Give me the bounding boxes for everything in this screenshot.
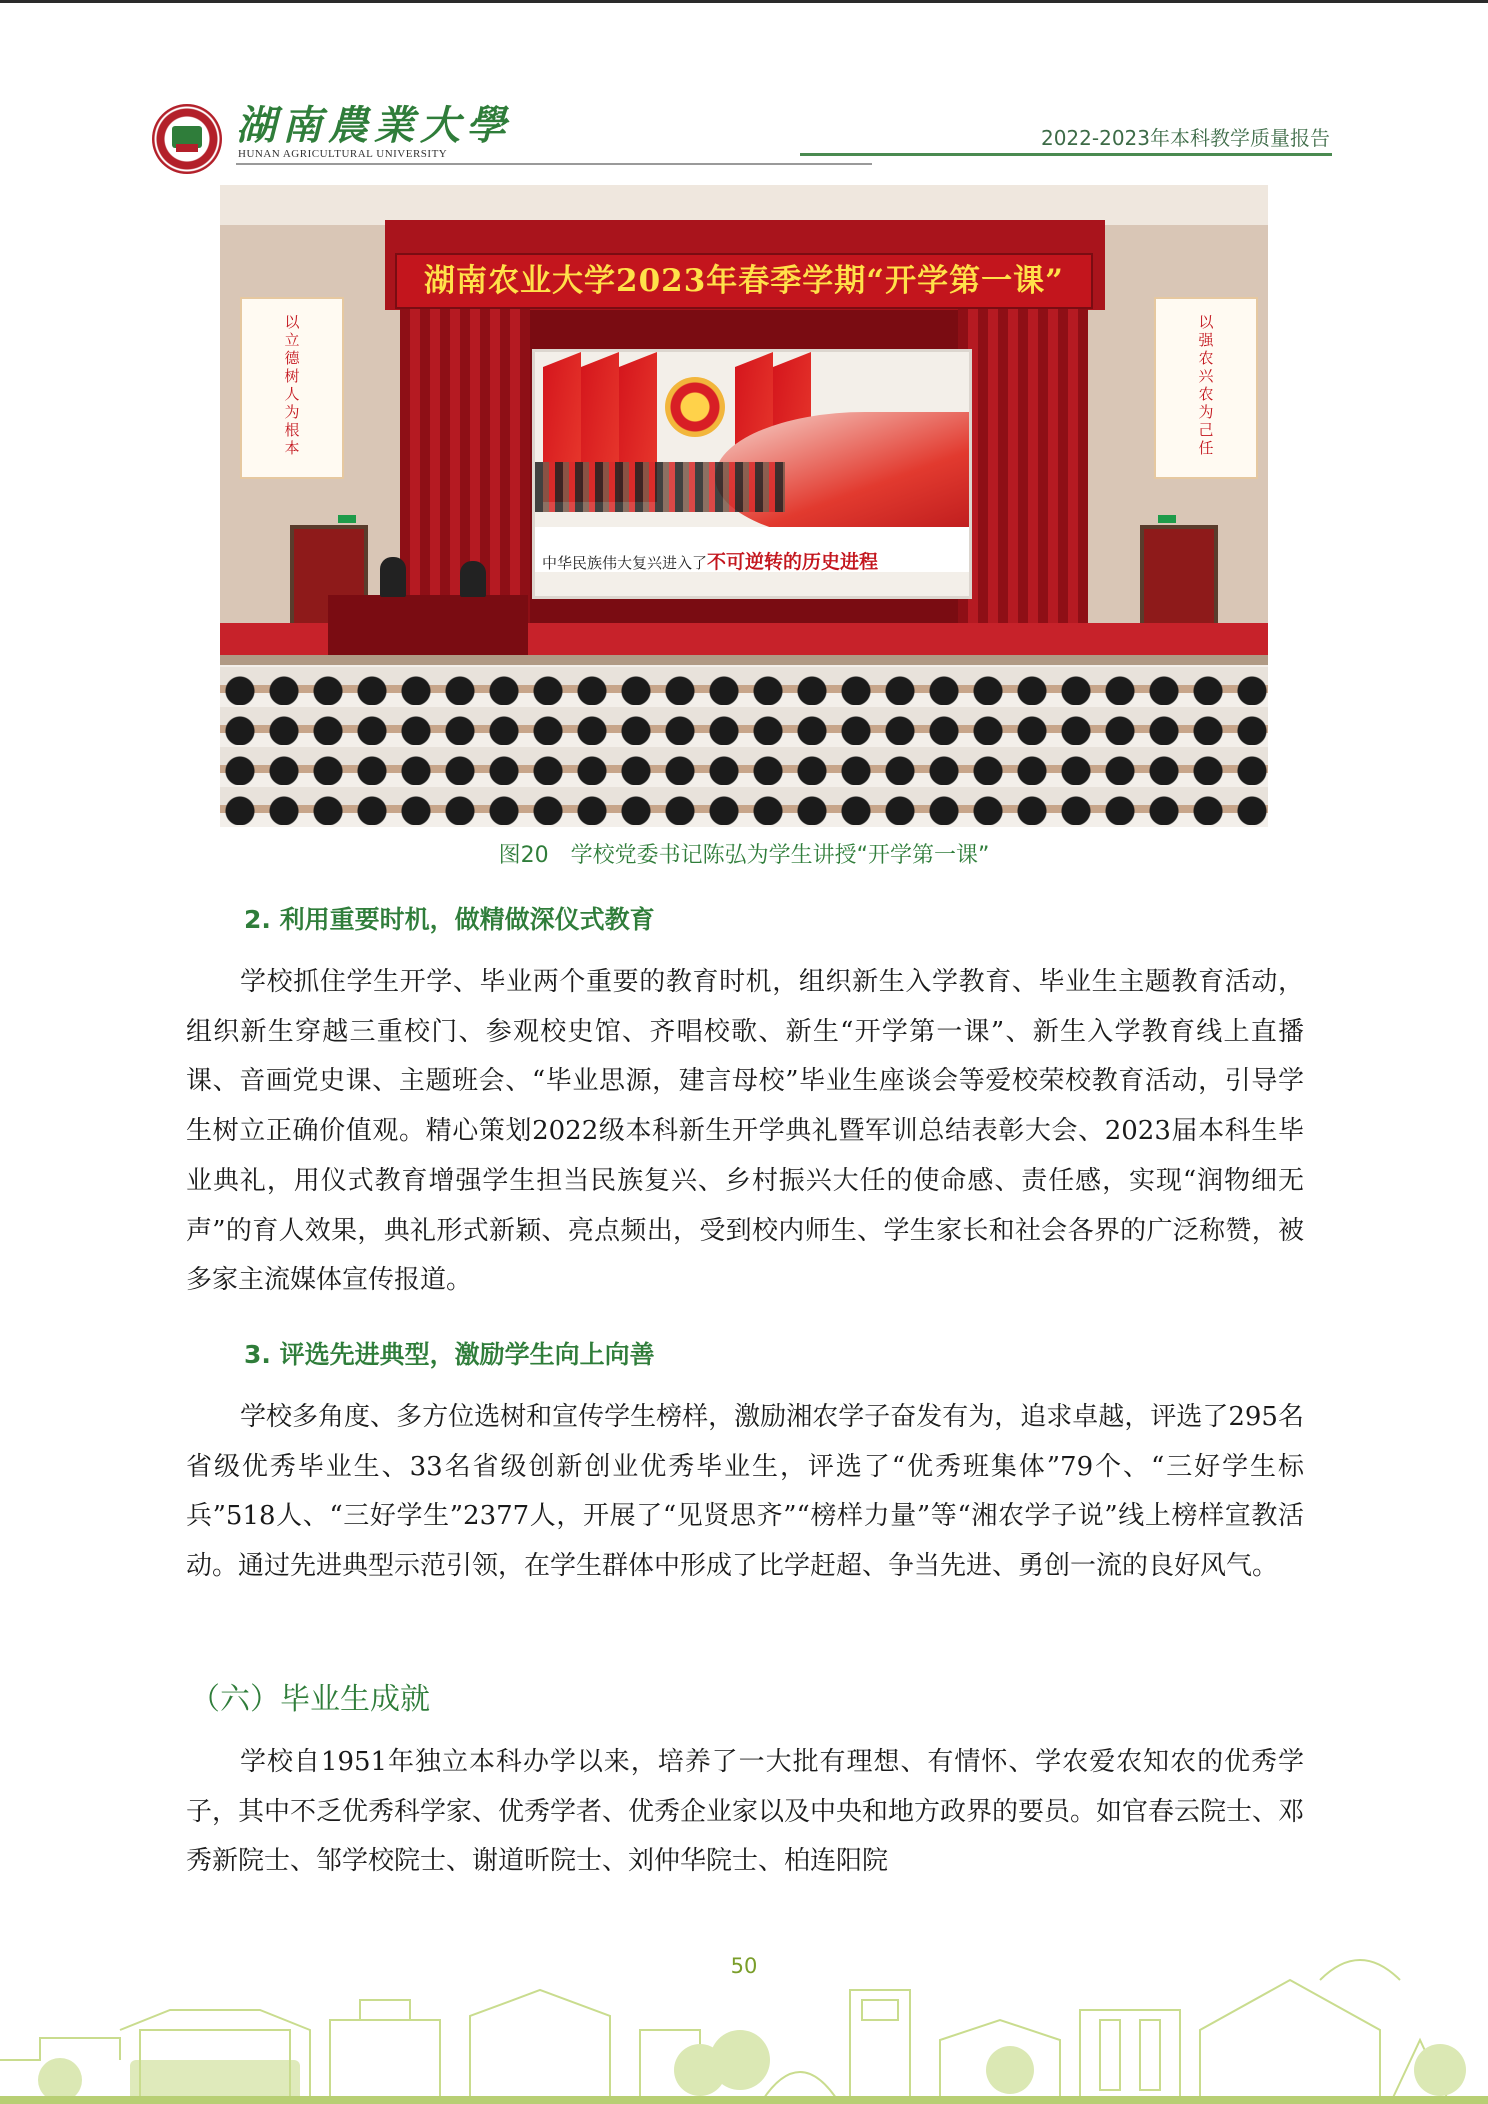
left-banner-text: 以立德树人为根本 bbox=[284, 313, 300, 457]
top-rule bbox=[0, 0, 1488, 3]
header-rule-green bbox=[800, 153, 1332, 156]
lecture-hall-photo bbox=[220, 185, 1268, 827]
photo-exit-sign bbox=[1158, 515, 1176, 523]
section-paragraph-3: 学校多角度、多方位选树和宣传学生榜样，激励湘农学子奋发有为，追求卓越，评选了295名省级优秀毕业生、33名省级创新创业优秀毕业生，评选了“优秀班集体”79个、“三好学生标兵”518人、“三好学生”2377人，开展了“见贤思齐”“榜样力量”等“湘农学子说”线上榜样宣教活动。通过先进典型示范引领，在学生群体中形成了比学赶超、争当先进、勇创一流的良好风气。 bbox=[186, 1402, 1304, 1582]
screen-people-row bbox=[535, 462, 785, 512]
photo-audience bbox=[220, 665, 1268, 827]
screen-caption-emphasis: 不可逆转的历史进程 bbox=[707, 551, 879, 573]
report-title: 2022-2023年本科教学质量报告 bbox=[1040, 126, 1330, 150]
campus-skyline-illustration bbox=[0, 1920, 1488, 2104]
seal-ribbon-mark bbox=[176, 144, 198, 152]
photo-ceiling bbox=[220, 185, 1268, 225]
photo-left-vertical-banner bbox=[240, 297, 344, 479]
photo-speaker bbox=[380, 557, 406, 597]
photo-stage-banner: 湖南农业大学2023年春季学期“开学第一课” bbox=[395, 253, 1093, 309]
university-logo-english: HUNAN AGRICULTURAL UNIVERSITY bbox=[238, 148, 448, 160]
page-number: 50 bbox=[730, 1954, 758, 1978]
photo-podium-table bbox=[328, 595, 528, 655]
university-logo-name: 湖南農業大學 bbox=[236, 102, 512, 149]
right-banner-text: 以强农兴农为己任 bbox=[1198, 313, 1214, 457]
photo-right-vertical-banner bbox=[1154, 297, 1258, 479]
section-heading-2: 2. 利用重要时机，做精做深仪式教育 bbox=[244, 905, 655, 934]
figure-caption: 图20 学校党委书记陈弘为学生讲授“开学第一课” bbox=[498, 843, 990, 868]
screen-caption-prefix: 中华民族伟大复兴进入了 bbox=[542, 554, 708, 572]
screen-caption bbox=[542, 547, 962, 574]
section-paragraph-2: 学校抓住学生开学、毕业两个重要的教育时机，组织新生入学教育、毕业生主题教育活动，组织新生穿越三重校门、参观校史馆、齐唱校歌、新生“开学第一课”、新生入学教育线上直播课、音画党史课、主题班会、“毕业思源，建言母校”毕业生座谈会等爱校荣校教育活动，引导学生树立正确价值观。精心策划2022级本科新生开学典礼暨军训总结表彰大会、2023届本科生毕业典礼，用仪式教育增强学生担当民族复兴、乡村振兴大任的使命感、责任感，实现“润物细无声”的育人效果，典礼形式新颖、亮点频出，受到校内师生、学生家长和社会各界的广泛称赞，被多家主流媒体宣传报道。 bbox=[186, 967, 1304, 1296]
chapter-paragraph: 学校自1951年独立本科办学以来，培养了一大批有理想、有情怀、学农爱农知农的优秀学子，其中不乏优秀科学家、优秀学者、优秀企业家以及中央和地方政界的要员。如官春云院士、邓秀新院士、邹学校院士、谢道昕院士、刘仲华院士、柏连阳院 bbox=[186, 1747, 1305, 1877]
photo-speaker bbox=[460, 561, 486, 597]
chapter-heading: （六）毕业生成就 bbox=[190, 1682, 430, 1717]
header-rule-gray bbox=[236, 163, 872, 165]
university-seal-icon bbox=[152, 104, 222, 174]
screen-national-emblem-icon bbox=[665, 377, 725, 437]
photo-exit-sign bbox=[338, 515, 356, 523]
section-heading-3: 3. 评选先进典型，激励学生向上向善 bbox=[244, 1340, 655, 1369]
